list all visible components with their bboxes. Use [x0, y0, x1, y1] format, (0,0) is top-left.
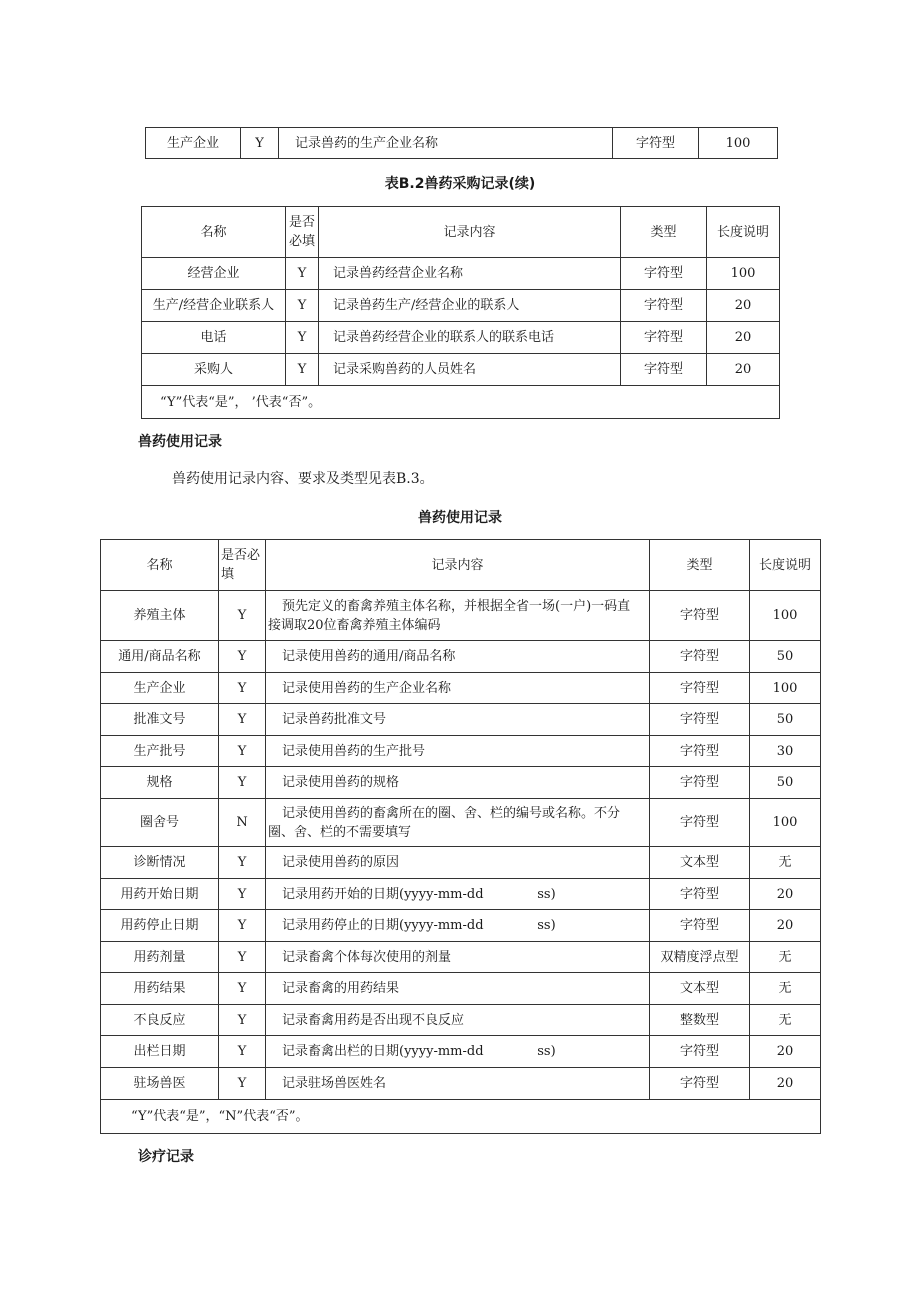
- table-row: [101, 673, 821, 704]
- cell-length: 30: [750, 736, 821, 767]
- cell-length: 50: [750, 767, 821, 799]
- table-row: [101, 879, 821, 910]
- header-length: 长度说明: [707, 207, 780, 258]
- cell-type: 字符型: [650, 736, 750, 767]
- cell-length: 100: [750, 591, 821, 641]
- cell-required: Y: [219, 910, 266, 942]
- cell-type: 整数型: [650, 1005, 750, 1036]
- header-type: 类型: [650, 540, 750, 591]
- cell-name: 通用/商品名称: [101, 641, 219, 673]
- table-row: [101, 1005, 821, 1036]
- cell-content: 记录驻场兽医姓名: [266, 1068, 650, 1100]
- cell-name: 圈舍号: [101, 799, 219, 847]
- cell-content: 记录兽药生产/经营企业的联系人: [319, 290, 621, 322]
- table-row: [146, 128, 778, 159]
- cell-type: 字符型: [650, 591, 750, 641]
- cell-length: 20: [707, 322, 780, 354]
- table-note: “Y”代表“是”，“N”代表“否”。: [101, 1100, 821, 1134]
- cell-length: 20: [750, 910, 821, 942]
- table-b2: [141, 206, 780, 419]
- cell-name: 不良反应: [101, 1005, 219, 1036]
- cell-content: 记录兽药经营企业的联系人的联系电话: [319, 322, 621, 354]
- cell-length: 无: [750, 973, 821, 1005]
- cell-required: Y: [219, 591, 266, 641]
- table-row: [101, 973, 821, 1005]
- table-row: [101, 591, 821, 641]
- table-row: [101, 942, 821, 973]
- cell-type: 字符型: [650, 767, 750, 799]
- cell-required: Y: [219, 1036, 266, 1068]
- table-row: [101, 641, 821, 673]
- cell-content: 记录使用兽药的通用/商品名称: [266, 641, 650, 673]
- cell-type: 文本型: [650, 973, 750, 1005]
- cell-type: 字符型: [621, 354, 707, 386]
- cell-type: 字符型: [621, 322, 707, 354]
- header-name: 名称: [142, 207, 286, 258]
- cell-name: 采购人: [142, 354, 286, 386]
- cell-required: Y: [219, 1005, 266, 1036]
- table-row: [101, 736, 821, 767]
- cell-type: 字符型: [621, 258, 707, 290]
- cell-type: 字符型: [650, 704, 750, 736]
- cell-name: 批准文号: [101, 704, 219, 736]
- cell-length: 20: [750, 879, 821, 910]
- table-note-row: [101, 1100, 821, 1134]
- table-b2-caption: 表B.2兽药采购记录(续): [384, 176, 536, 192]
- cell-required: Y: [286, 258, 319, 290]
- cell-length: 20: [750, 1068, 821, 1100]
- header-content: 记录内容: [266, 540, 650, 591]
- cell-required: Y: [286, 290, 319, 322]
- cell-content: 记录采购兽药的人员姓名: [319, 354, 621, 386]
- cell-type: 字符型: [650, 1036, 750, 1068]
- table-row: [101, 1068, 821, 1100]
- cell-name: 用药开始日期: [101, 879, 219, 910]
- table-header-row: [142, 207, 780, 258]
- cell-type: 文本型: [650, 847, 750, 879]
- table-row: [101, 1036, 821, 1068]
- table-row: [142, 322, 780, 354]
- cell-name: 驻场兽医: [101, 1068, 219, 1100]
- table-note: “Y”代表“是”， ’代表“否”。: [142, 386, 780, 419]
- cell-length: 100: [750, 673, 821, 704]
- cell-required: Y: [219, 704, 266, 736]
- cell-required: Y: [219, 767, 266, 799]
- table-row: [101, 910, 821, 942]
- cell-length: 20: [750, 1036, 821, 1068]
- cell-name: 用药剂量: [101, 942, 219, 973]
- table-b3: [100, 539, 821, 1134]
- cell-length: 50: [750, 641, 821, 673]
- cell-length: 无: [750, 847, 821, 879]
- cell-type: 字符型: [613, 128, 699, 159]
- cell-content: 记录兽药的生产企业名称: [279, 128, 613, 159]
- cell-content: 预先定义的畜禽养殖主体名称，并根据全省一场(一户)一码直接调取20位畜禽养殖主体编码: [266, 591, 650, 641]
- cell-content: 记录畜禽出栏的日期(yyyy-mm-dd ss): [266, 1036, 650, 1068]
- table-row: [142, 354, 780, 386]
- cell-type: 字符型: [650, 641, 750, 673]
- cell-name: 生产批号: [101, 736, 219, 767]
- cell-required: Y: [286, 354, 319, 386]
- table-row: [142, 290, 780, 322]
- cell-required: Y: [219, 736, 266, 767]
- cell-content: 记录畜禽用药是否出现不良反应: [266, 1005, 650, 1036]
- cell-length: 20: [707, 354, 780, 386]
- cell-type: 双精度浮点型: [650, 942, 750, 973]
- cell-type: 字符型: [650, 879, 750, 910]
- cell-content: 记录兽药经营企业名称: [319, 258, 621, 290]
- cell-content: 记录兽药批准文号: [266, 704, 650, 736]
- header-content: 记录内容: [319, 207, 621, 258]
- cell-content: 记录畜禽个体每次使用的剂量: [266, 942, 650, 973]
- cell-required: Y: [219, 973, 266, 1005]
- cell-type: 字符型: [621, 290, 707, 322]
- cell-name: 生产/经营企业联系人: [142, 290, 286, 322]
- cell-required: Y: [219, 942, 266, 973]
- table-header-row: [101, 540, 821, 591]
- cell-required: Y: [241, 128, 279, 159]
- cell-content: 记录使用兽药的规格: [266, 767, 650, 799]
- section-heading-diagnosis: 诊疗记录: [138, 1149, 194, 1165]
- table-row: [142, 258, 780, 290]
- cell-required: Y: [219, 879, 266, 910]
- cell-name: 用药停止日期: [101, 910, 219, 942]
- cell-name: 电话: [142, 322, 286, 354]
- cell-name: 诊断情况: [101, 847, 219, 879]
- cell-name: 生产企业: [146, 128, 241, 159]
- cell-required: Y: [219, 641, 266, 673]
- cell-required: Y: [219, 673, 266, 704]
- top-partial-table: [145, 127, 778, 159]
- cell-type: 字符型: [650, 673, 750, 704]
- header-name: 名称: [101, 540, 219, 591]
- cell-content: 记录用药开始的日期(yyyy-mm-dd ss): [266, 879, 650, 910]
- cell-type: 字符型: [650, 799, 750, 847]
- table-b3-caption: 兽药使用记录: [418, 510, 502, 526]
- cell-length: 100: [707, 258, 780, 290]
- cell-length: 100: [699, 128, 778, 159]
- cell-content: 记录用药停止的日期(yyyy-mm-dd ss): [266, 910, 650, 942]
- cell-content: 记录使用兽药的生产企业名称: [266, 673, 650, 704]
- cell-length: 无: [750, 942, 821, 973]
- cell-required: Y: [286, 322, 319, 354]
- cell-type: 字符型: [650, 910, 750, 942]
- cell-length: 20: [707, 290, 780, 322]
- table-row: [101, 767, 821, 799]
- table-row: [101, 704, 821, 736]
- cell-name: 生产企业: [101, 673, 219, 704]
- cell-content: 记录使用兽药的生产批号: [266, 736, 650, 767]
- cell-name: 养殖主体: [101, 591, 219, 641]
- cell-length: 50: [750, 704, 821, 736]
- header-required: 是否必填: [219, 540, 266, 591]
- cell-required: Y: [219, 847, 266, 879]
- cell-name: 用药结果: [101, 973, 219, 1005]
- cell-name: 规格: [101, 767, 219, 799]
- section-heading-usage: 兽药使用记录: [138, 434, 222, 450]
- header-required: 是否必填: [286, 207, 319, 258]
- header-type: 类型: [621, 207, 707, 258]
- cell-content: 记录畜禽的用药结果: [266, 973, 650, 1005]
- cell-name: 经营企业: [142, 258, 286, 290]
- cell-content: 记录使用兽药的原因: [266, 847, 650, 879]
- cell-name: 出栏日期: [101, 1036, 219, 1068]
- table-row: [101, 847, 821, 879]
- cell-length: 无: [750, 1005, 821, 1036]
- table-note-row: [142, 386, 780, 419]
- section-paragraph: 兽药使用记录内容、要求及类型见表B.3。: [172, 471, 434, 487]
- cell-length: 100: [750, 799, 821, 847]
- table-row: [101, 799, 821, 847]
- header-length: 长度说明: [750, 540, 821, 591]
- cell-required: N: [219, 799, 266, 847]
- cell-content: 记录使用兽药的畜禽所在的圈、舍、栏的编号或名称。不分圈、舍、栏的不需要填写: [266, 799, 650, 847]
- cell-required: Y: [219, 1068, 266, 1100]
- cell-type: 字符型: [650, 1068, 750, 1100]
